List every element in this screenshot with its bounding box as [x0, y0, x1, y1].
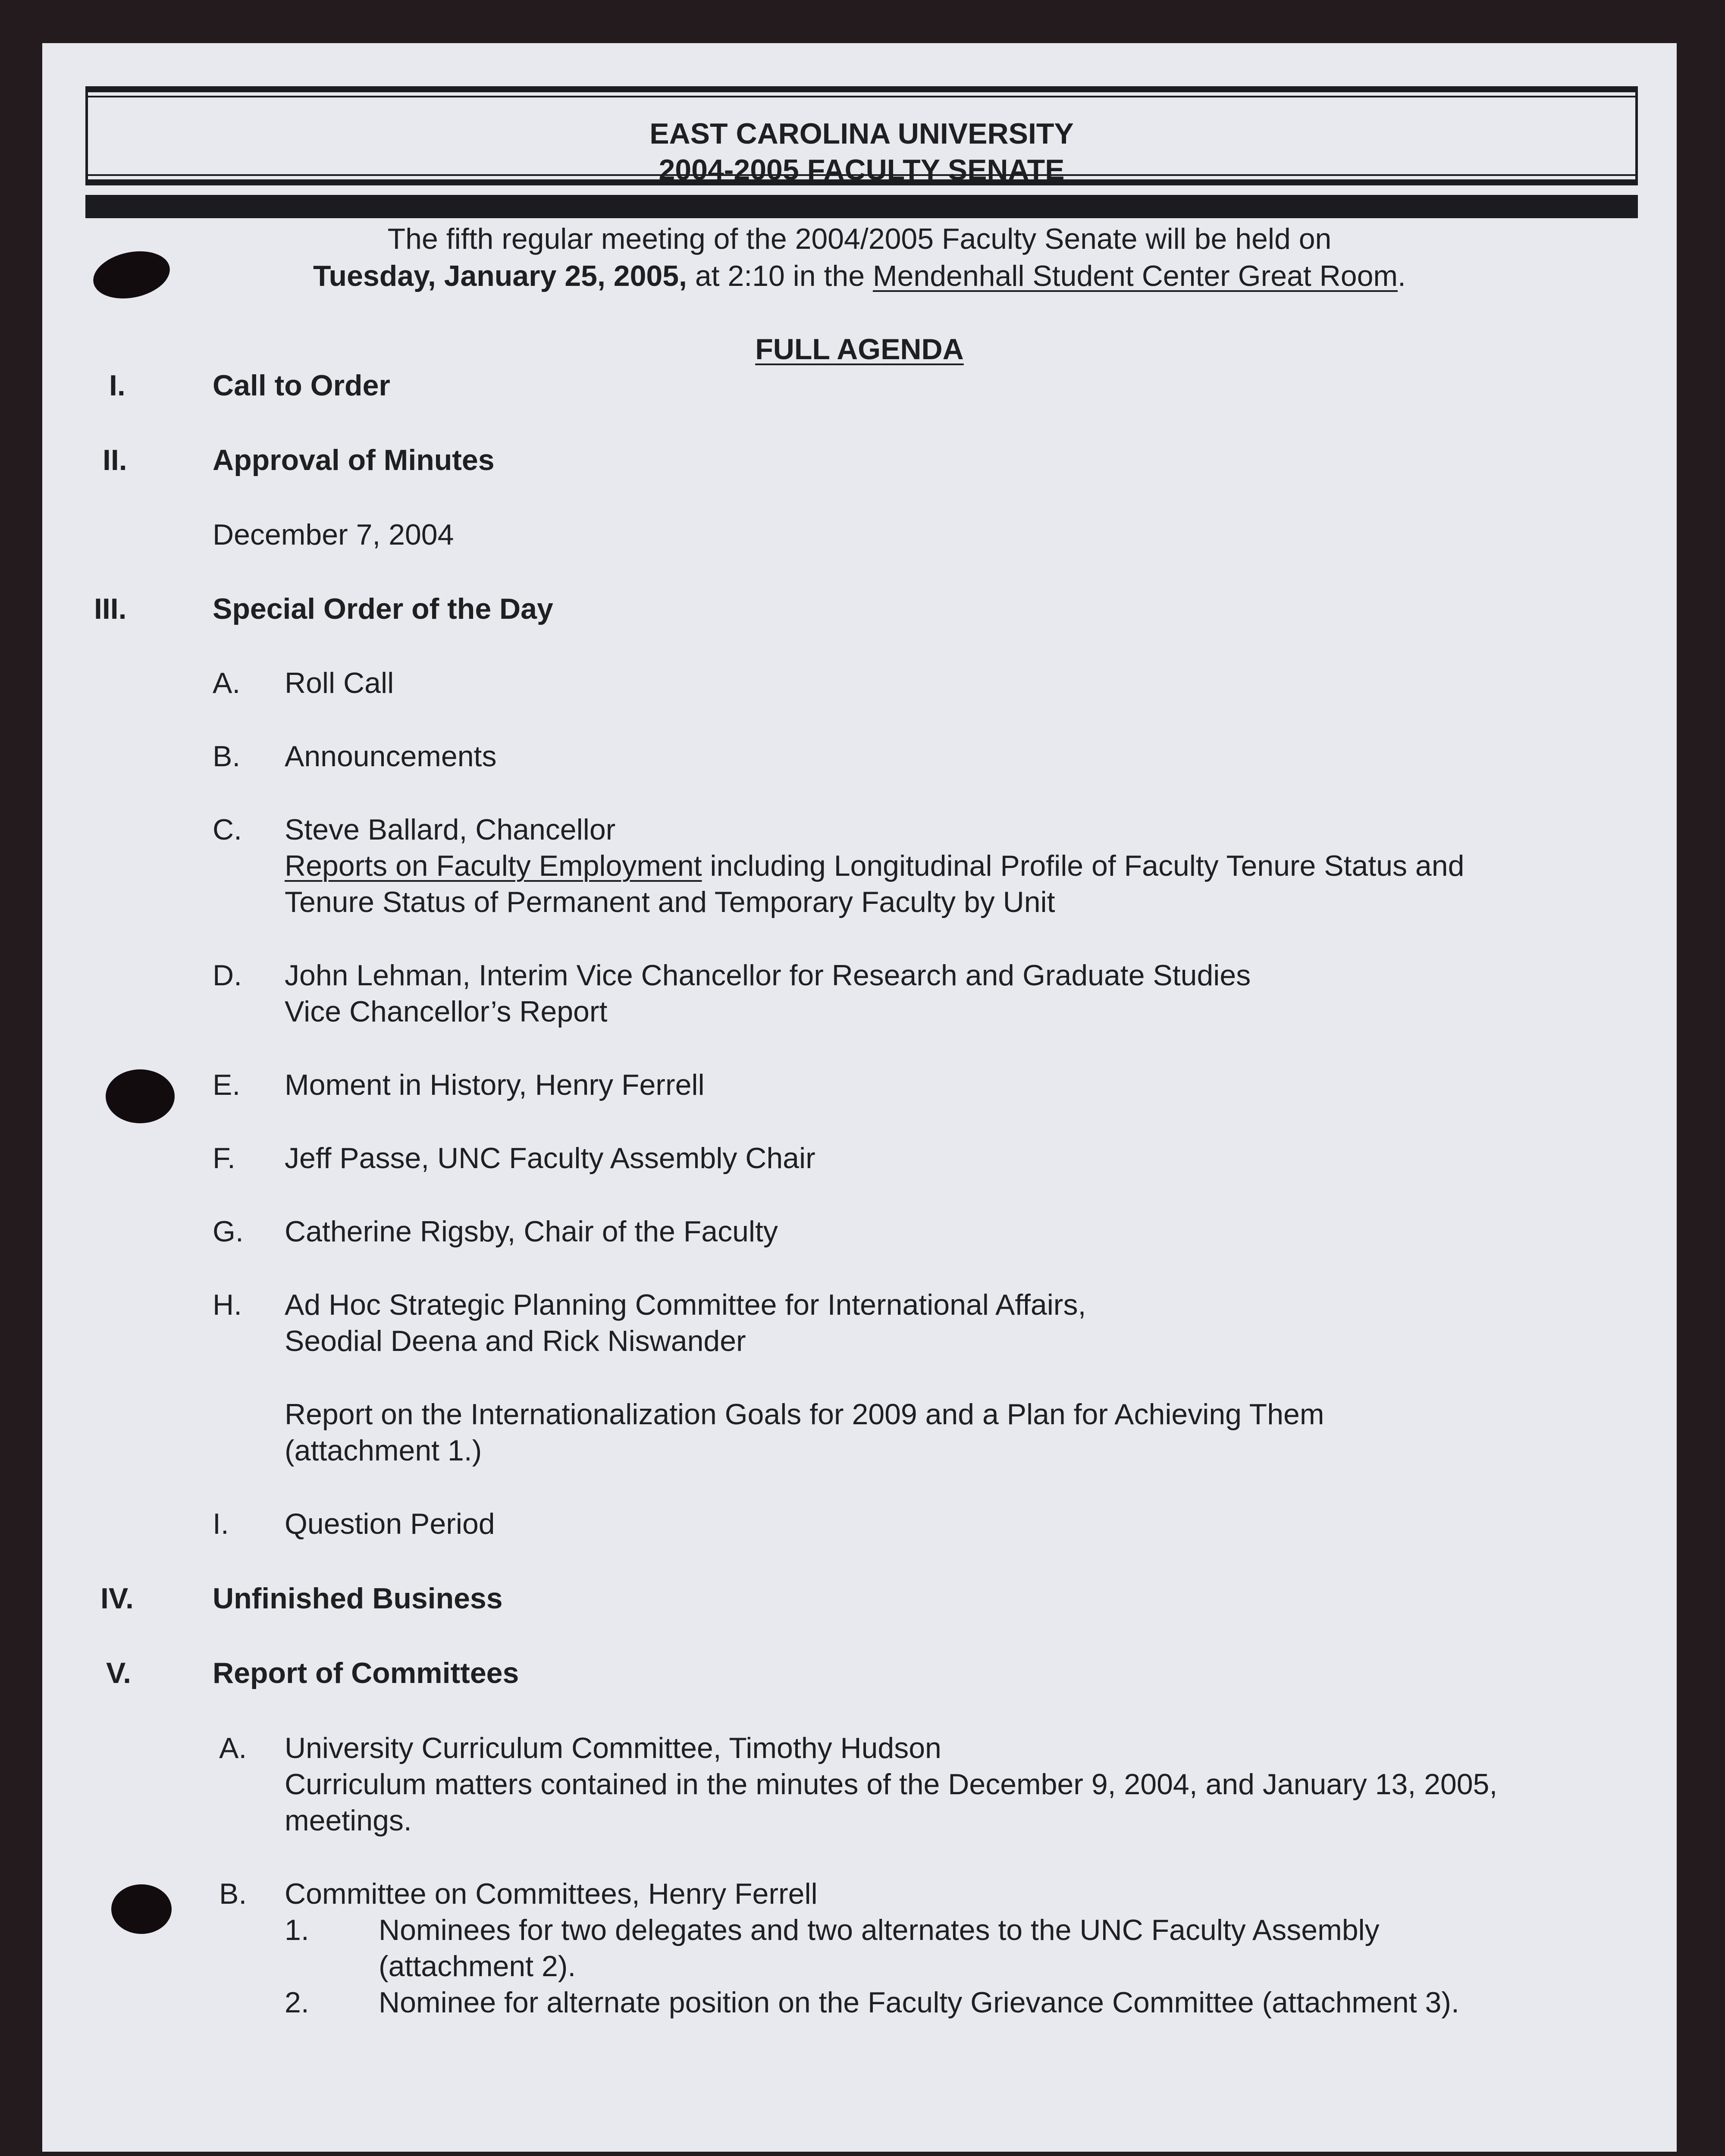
- agenda-item-detail: Vice Chancellor’s Report: [285, 995, 608, 1028]
- punch-hole: [111, 1884, 172, 1934]
- agenda-item: Question Period: [285, 1507, 495, 1540]
- document-page: [42, 43, 1677, 2152]
- agenda-item: University Curriculum Committee, Timothy Hudson: [285, 1732, 941, 1764]
- agenda-item: Announcements: [285, 740, 497, 773]
- agenda-item-detail: meetings.: [285, 1804, 412, 1837]
- item-letter: C.: [213, 813, 242, 846]
- agenda-item-detail: Report on the Internationalization Goals for 2009 and a Plan for Achieving Them: [285, 1398, 1324, 1431]
- item-letter: B.: [213, 740, 241, 773]
- agenda-item-detail: Reports on Faculty Employment including Longitudinal Profile of Faculty Tenure Status and: [285, 849, 1465, 882]
- university-name: EAST CAROLINA UNIVERSITY: [649, 117, 1074, 150]
- section-title: Approval of Minutes: [213, 444, 495, 476]
- agenda-title: FULL AGENDA: [755, 333, 964, 366]
- agenda-item: Steve Ballard, Chancellor: [285, 813, 616, 846]
- intro-line: The fifth regular meeting of the 2004/2005 Faculty Senate will be held on: [387, 222, 1332, 255]
- item-letter: D.: [213, 959, 242, 992]
- agenda-item-detail: Curriculum matters contained in the minutes of the December 9, 2004, and January 13, 2005,: [285, 1768, 1498, 1801]
- sub-item-detail: (attachment 2).: [379, 1950, 576, 1983]
- meeting-details: Tuesday, January 25, 2005, at 2:10 in the Mendenhall Student Center Great Room.: [313, 260, 1406, 292]
- senate-title: 2004-2005 FACULTY SENATE: [659, 154, 1065, 186]
- item-letter: I.: [213, 1507, 229, 1540]
- section-title: Call to Order: [213, 369, 390, 402]
- agenda-item-detail: (attachment 1.): [285, 1434, 482, 1467]
- item-letter: B.: [219, 1877, 247, 1910]
- sub-item: Nominee for alternate position on the Faculty Grievance Committee (attachment 3).: [379, 1986, 1459, 2019]
- section-number: V.: [106, 1657, 132, 1689]
- item-letter: A.: [219, 1732, 247, 1764]
- section-title: Unfinished Business: [213, 1582, 503, 1615]
- agenda-item: Jeff Passe, UNC Faculty Assembly Chair: [285, 1142, 815, 1175]
- agenda-item: Committee on Committees, Henry Ferrell: [285, 1877, 818, 1910]
- meeting-location: Mendenhall Student Center Great Room: [872, 260, 1398, 292]
- sub-item: Nominees for two delegates and two alternates to the UNC Faculty Assembly: [379, 1914, 1380, 1946]
- agenda-item-detail: Seodial Deena and Rick Niswander: [285, 1325, 746, 1357]
- item-letter: H.: [213, 1288, 242, 1321]
- agenda-item-detail: Tenure Status of Permanent and Temporary Faculty by Unit: [285, 886, 1055, 918]
- section-number: IV.: [100, 1582, 134, 1615]
- meeting-date: Tuesday, January 25, 2005,: [313, 260, 687, 292]
- item-letter: A.: [213, 667, 241, 699]
- item-letter: F.: [213, 1142, 235, 1175]
- agenda-item: Catherine Rigsby, Chair of the Faculty: [285, 1215, 778, 1248]
- minutes-date: December 7, 2004: [213, 518, 454, 551]
- sub-item-number: 1.: [285, 1914, 309, 1946]
- item-letter: G.: [213, 1215, 244, 1248]
- sub-item-number: 2.: [285, 1986, 309, 2019]
- agenda-item: Ad Hoc Strategic Planning Committee for International Affairs,: [285, 1288, 1086, 1321]
- section-number: III.: [94, 592, 127, 625]
- section-title: Special Order of the Day: [213, 592, 553, 625]
- section-number: II.: [103, 444, 127, 476]
- agenda-item: John Lehman, Interim Vice Chancellor for Research and Graduate Studies: [285, 959, 1251, 992]
- agenda-item: Moment in History, Henry Ferrell: [285, 1069, 705, 1101]
- section-number: I.: [109, 369, 125, 402]
- header-box: [85, 86, 1638, 185]
- header-rule: [85, 195, 1638, 218]
- item-letter: E.: [213, 1069, 241, 1101]
- section-title: Report of Committees: [213, 1657, 519, 1689]
- punch-hole: [106, 1069, 175, 1123]
- agenda-item: Roll Call: [285, 667, 394, 699]
- report-link-text: Reports on Faculty Employment: [285, 849, 702, 882]
